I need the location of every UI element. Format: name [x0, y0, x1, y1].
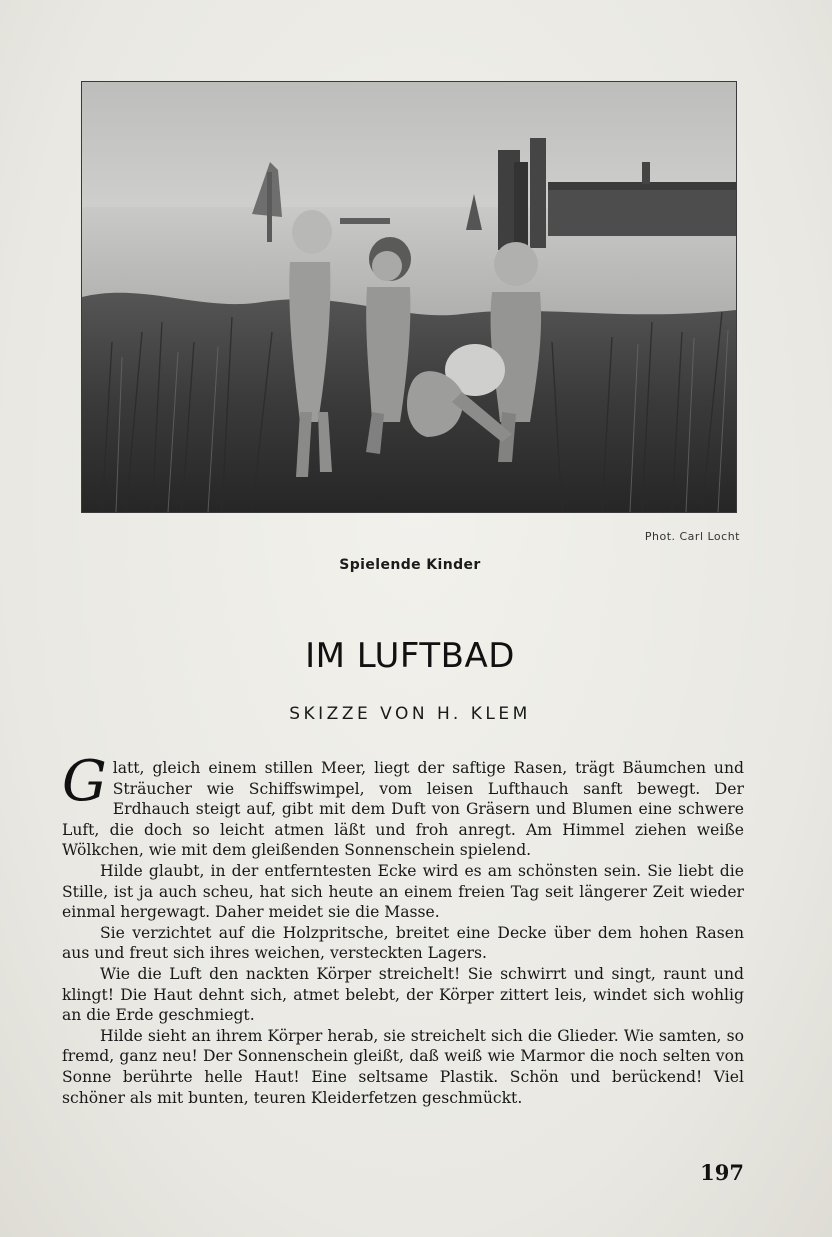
paragraph-1-text: latt, gleich einem stillen Meer, liegt der saftige Rasen, trägt Bäumchen und Sträucher wie Schiffswimpel, vom leisen Lufthauch sanft bewegt. Der Erdhauch steigt auf, gibt mit dem Duft von Gräsern und Blumen eine schwere Luft, die doch so leicht atmen läßt und froh anregt. Am Himmel ziehen weiße Wölkchen, wie mit dem gleißenden Sonnenschein spielend. — [62, 759, 744, 860]
photograph-children-playing-icon — [82, 82, 736, 512]
photo-caption: Spielende Kinder — [339, 557, 481, 573]
dropcap: G — [62, 749, 107, 814]
paragraph-2: Hilde glaubt, in der entferntesten Ecke wird es am schönsten sein. Sie liebt die Stille, ist ja auch scheu, hat sich heute an einem freien Tag seit längerer Zeit wieder einmal hergewagt. Daher meidet sie die Masse. — [62, 861, 744, 922]
paragraph-1 — [62, 749, 744, 861]
article-body — [62, 749, 744, 1108]
paragraph-5: Hilde sieht an ihrem Körper herab, sie streichelt sich die Glieder. Wie samten, so fremd, ganz neu! Der Sonnenschein gleißt, daß weiß wie Marmor die noch selten von Sonne berührte helle Haut! Eine seltsame Plastik. Schön und berückend! Viel schöner als mit bunten, teuren Kleiderfetzen geschmückt. — [62, 1026, 744, 1107]
paragraph-4: Wie die Luft den nackten Körper streichelt! Sie schwirrt und singt, raunt und klingt! Die Haut dehnt sich, atmet belebt, der Körper zittert leis, windet sich wohlig an die Erde geschmiegt. — [62, 964, 744, 1025]
article-title: IM LUFTBAD — [305, 636, 515, 676]
paragraph-3: Sie verzichtet auf die Holzpritsche, breitet eine Decke über dem hohen Rasen aus und freut sich ihres weichen, versteckten Lagers. — [62, 923, 744, 963]
photo-credit: Phot. Carl Locht — [644, 530, 740, 543]
photograph — [82, 82, 736, 512]
page-number: 197 — [700, 1160, 744, 1185]
article-subtitle: SKIZZE VON H. KLEM — [289, 704, 531, 724]
